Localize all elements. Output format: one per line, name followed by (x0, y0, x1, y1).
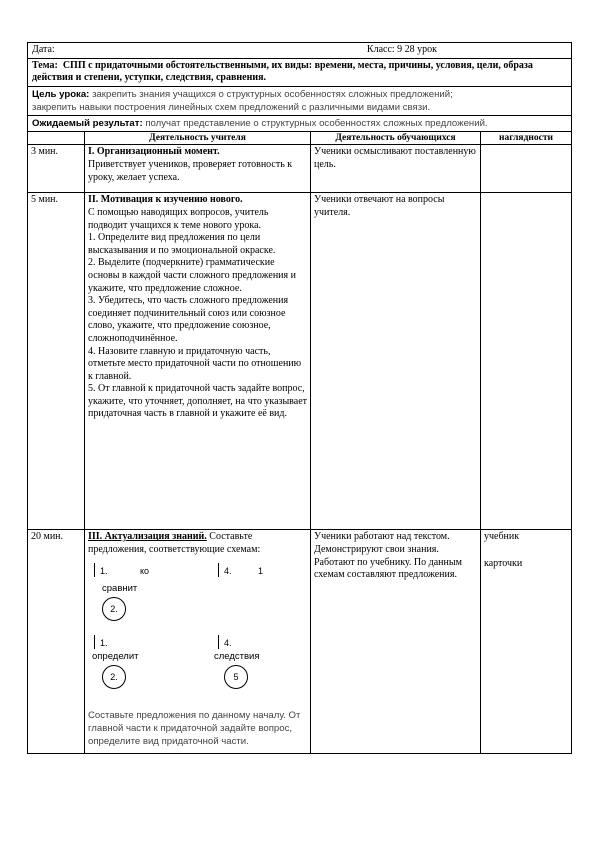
scheme-label: 4. (224, 565, 232, 576)
result-row (28, 115, 572, 131)
table-row (28, 193, 572, 530)
time-cell: 5 мин. (28, 193, 85, 530)
table-row (28, 530, 572, 754)
lesson-plan-table (27, 42, 572, 754)
teacher-line: 4. Назовите главную и придаточную часть, отметьте место придаточной части по отношению к главной. (88, 345, 302, 382)
time-cell: 20 мин. (28, 530, 85, 754)
scheme-word: определит (92, 650, 139, 662)
table-row (28, 145, 572, 193)
teacher-line: Приветствует учеников, проверяет готовность к уроку, желает успеха. (88, 158, 293, 183)
teacher-line: С помощью наводящих вопросов, учитель подводит учащихся к теме нового урока. (88, 206, 269, 231)
topic-text: СПП с придаточными обстоятельственными, их виды: времени, места, причины, условия, цели, образа действия и степени, уступки, следствия, сравнения. (32, 59, 533, 84)
scheme-circle: 2. (102, 597, 126, 621)
students-cell: Ученики работают над текстом. Демонстрируют свои знания. Работают по учебнику. По данным схемам составляют предложения. (311, 530, 481, 754)
scheme-label: 4. (224, 637, 232, 648)
materials-cell (481, 530, 572, 754)
lesson-plan-sheet (27, 42, 571, 754)
teacher-line: 3. Убедитесь, что часть сложного предложения соединяет подчинительный союз или союзное слово, укажите, что предложение союзное, сложноподчинённое. (88, 295, 289, 344)
scheme-label: 1. (100, 637, 108, 648)
scheme-bracket (218, 635, 219, 649)
topic-label: Тема: (32, 59, 58, 71)
result-label: Ожидаемый результат: (32, 117, 143, 129)
goal-text-2: закрепить навыки построения линейных схем предложений с различными видами связи. (32, 101, 431, 113)
column-header-students: Деятельность обучающихся (311, 131, 481, 145)
scheme-circle: 5 (224, 665, 248, 689)
result-text: получат представление о структурных особенностях сложных предложений. (145, 117, 488, 129)
teacher-cell (85, 145, 311, 193)
column-header-teacher: Деятельность учителя (85, 131, 311, 145)
teacher-cell (85, 193, 311, 530)
scheme-bracket (218, 563, 219, 577)
goal-row (28, 86, 572, 115)
teacher-line: 5. От главной к придаточной часть задайте вопрос, укажите, что уточняет, дополняет, на что указывает придаточная часть в главной и укажите её вид. (88, 383, 308, 420)
teacher-line: 2. Выделите (подчеркните) грамматические основы в каждой части сложного предложения и укажите, что предложение сложное. (88, 257, 296, 294)
students-cell: Ученики осмысливают поставленную цель. (311, 145, 481, 193)
material-item: карточки (484, 557, 523, 569)
column-header-row (28, 131, 572, 145)
scheme-bracket (94, 563, 95, 577)
goal-text-1: закрепить знания учащихся о структурных особенностях сложных предложений; (92, 88, 453, 100)
stage-title: I. Организационный момент. (88, 146, 220, 158)
scheme-label: 1. (100, 565, 108, 576)
scheme-label: 1 (258, 565, 264, 576)
topic-row (28, 58, 572, 86)
scheme-label: ко (140, 565, 150, 576)
scheme-circle: 2. (102, 665, 126, 689)
teacher-note: Составьте предложения по данному началу. От главной части к придаточной задайте вопрос, определите вид придаточной части. (88, 709, 301, 747)
time-cell: 3 мин. (28, 145, 85, 193)
scheme-word: следствия (214, 650, 260, 662)
class-label: Класс: 9 28 урок (366, 44, 438, 55)
stage-title: III. Актуализация знаний. (88, 531, 207, 543)
column-header-materials: наглядности (481, 131, 572, 145)
material-item: учебник (484, 531, 520, 543)
materials-cell (481, 145, 572, 193)
students-cell: Ученики отвечают на вопросы учителя. (311, 193, 481, 530)
scheme-word: сравнит (102, 582, 138, 594)
date-label: Дата: (32, 44, 55, 55)
sentence-scheme (88, 559, 307, 709)
goal-label: Цель урока: (32, 88, 90, 100)
scheme-bracket (94, 635, 95, 649)
teacher-line: 1. Определите вид предложения по цели высказывания и по эмоциональной окраске. (88, 232, 276, 256)
teacher-cell (85, 530, 311, 754)
stage-title: II. Мотивация к изучению нового. (88, 194, 243, 206)
date-row (28, 43, 572, 59)
column-header-time (28, 131, 85, 145)
materials-cell (481, 193, 572, 530)
stage-instruction: Составьте предложения, соответствующие схемам: (88, 531, 261, 555)
